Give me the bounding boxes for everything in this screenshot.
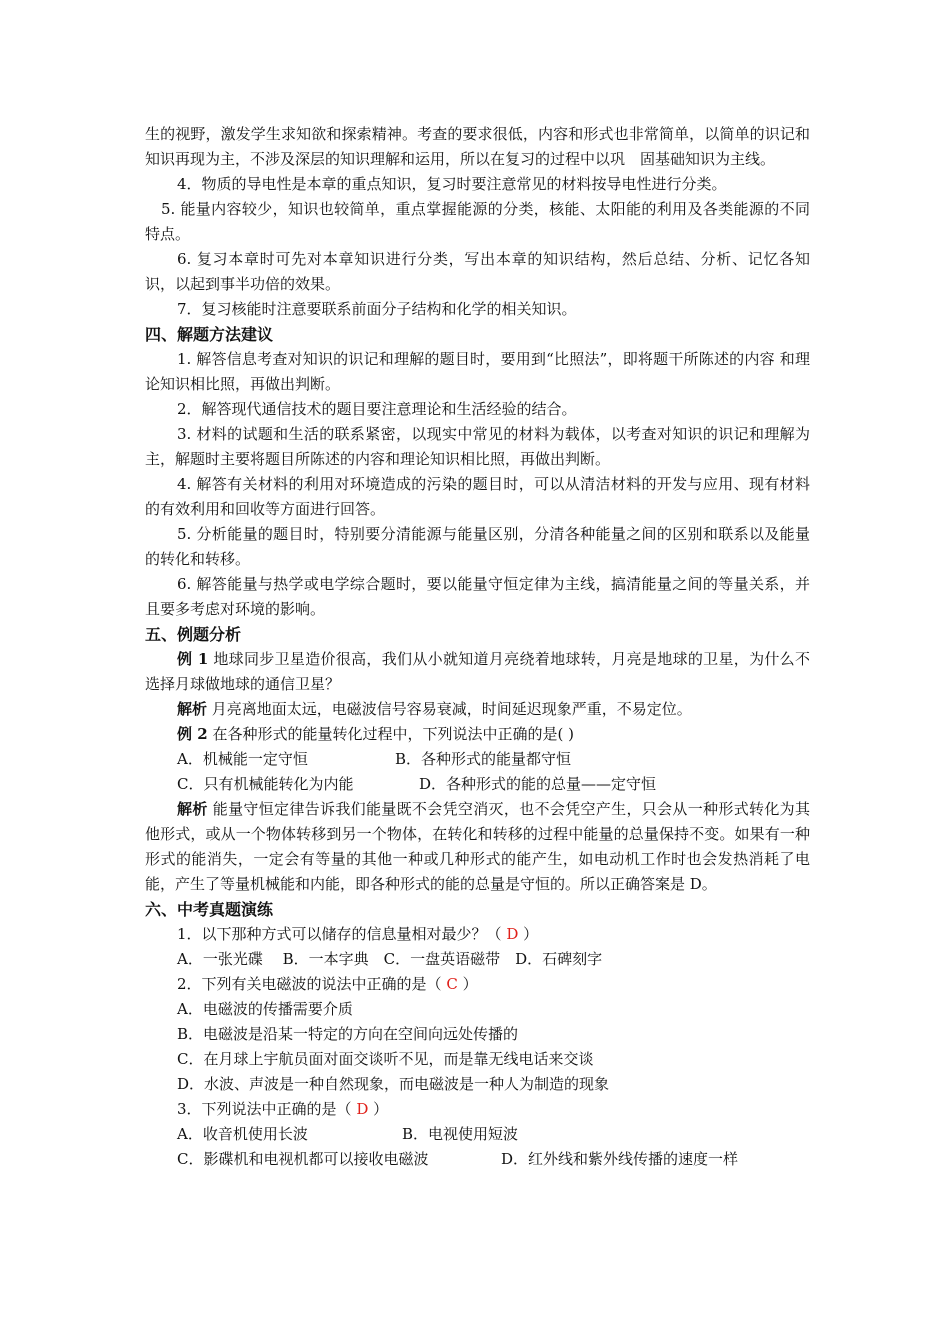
question-1-close: ） — [518, 925, 539, 943]
paragraph-item-5: 5. 能量内容较少，知识也较简单，重点掌握能源的分类，核能、太阳能的利用及各类能源的不同特点。 — [145, 200, 810, 243]
section-heading-5: 五、例题分析 — [145, 625, 242, 644]
question-1-options: A．一张光碟 B．一本字典 C．一盘英语磁带 D．石碑刻字 — [177, 950, 603, 968]
question-3-option-b: B．电视使用短波 — [402, 1125, 519, 1143]
paragraph-item-6: 6. 复习本章时可先对本章知识进行分类，写出本章的知识结构，然后总结、分析、记忆各知识，以起到事半功倍的效果。 — [145, 250, 810, 293]
example-1-text: 地球同步卫星造价很高，我们从小就知道月亮绕着地球转，月亮是地球的卫星，为什么不选择月球做地球的通信卫星？ — [145, 650, 810, 693]
method-3: 3. 材料的试题和生活的联系紧密，以现实中常见的材料为载体，以考查对知识的识记和理解为主，解题时主要将题目所陈述的内容和理论知识相比照，再做出判断。 — [145, 425, 810, 468]
method-2: 2．解答现代通信技术的题目要注意理论和生活经验的结合。 — [177, 400, 577, 418]
question-3-options-ab — [145, 1122, 810, 1147]
paragraph-item-7: 7．复习核能时注意要联系前面分子结构和化学的相关知识。 — [177, 300, 577, 318]
paragraph-intro: 生的视野，激发学生求知欲和探索精神。考查的要求很低，内容和形式也非常简单，以简单的识记和知识再现为主，不涉及深层的知识理解和运用，所以在复习的过程中以巩 固基础知识为主线。 — [145, 125, 810, 168]
paragraph-item-4: 4．物质的导电性是本章的重点知识，复习时要注意常见的材料按导电性进行分类。 — [177, 175, 727, 193]
question-2-answer: C — [446, 975, 458, 993]
analysis-2-label: 解析 — [177, 800, 208, 818]
question-2-close: ） — [457, 975, 478, 993]
option-c: C．只有机械能转化为内能 — [177, 775, 354, 793]
question-3-option-d: D．红外线和紫外线传播的速度一样 — [501, 1150, 739, 1168]
example-2-text: 在各种形式的能量转化过程中，下列说法中正确的是( ) — [207, 725, 574, 743]
question-1-text: 1．以下那种方式可以储存的信息量相对最少？（ — [177, 925, 507, 943]
question-2 — [145, 972, 810, 997]
question-3-answer: D — [356, 1100, 369, 1118]
analysis-1-text: 月亮离地面太远，电磁波信号容易衰减，时间延迟现象严重，不易定位。 — [207, 700, 692, 718]
question-1-answer: D — [506, 925, 519, 943]
method-4: 4. 解答有关材料的利用对环境造成的污染的题目时，可以从清洁材料的开发与应用、现有材料的有效利用和回收等方面进行回答。 — [145, 475, 810, 518]
method-1: 1. 解答信息考查对知识的识记和理解的题目时，要用到“比照法”，即将题干所陈述的内容 和理论知识相比照，再做出判断。 — [145, 350, 810, 393]
analysis-2 — [145, 797, 810, 897]
question-2-text: 2．下列有关电磁波的说法中正确的是（ — [177, 975, 447, 993]
example-2-label: 例 2 — [177, 725, 208, 743]
example-2 — [145, 722, 810, 747]
question-3-option-a: A．收音机使用长波 — [177, 1125, 308, 1143]
document-page — [145, 122, 810, 1172]
analysis-1-label: 解析 — [177, 700, 208, 718]
example-2-options-cd — [145, 772, 810, 797]
option-d: D．各种形式的能的总量——定守恒 — [419, 775, 657, 793]
option-b: B．各种形式的能量都守恒 — [395, 750, 572, 768]
question-1 — [145, 922, 810, 947]
analysis-1 — [145, 697, 810, 722]
question-3 — [145, 1097, 810, 1122]
question-3-options-cd — [145, 1147, 810, 1172]
question-3-close: ） — [368, 1100, 389, 1118]
question-3-text: 3．下列说法中正确的是（ — [177, 1100, 357, 1118]
question-2-option-d: D．水波、声波是一种自然现象，而电磁波是一种人为制造的现象 — [177, 1075, 610, 1093]
option-a: A．机械能一定守恒 — [177, 750, 308, 768]
analysis-2-text: 能量守恒定律告诉我们能量既不会凭空消灭，也不会凭空产生，只会从一种形式转化为其他形式，或从一个物体转移到另一个物体，在转化和转移的过程中能量的总量保持不变。如果有一种形式的能消失，一定会有等量的其他一种或几种形式的能产生，如电动机工作时也会发热消耗了电能，产生了等量机械能和内能，即各种形式的能的总量是守恒的。所以正确答案是 D。 — [145, 800, 810, 893]
example-1 — [145, 647, 810, 697]
section-heading-4: 四、解题方法建议 — [145, 325, 274, 344]
question-3-option-c: C．影碟机和电视机都可以接收电磁波 — [177, 1150, 429, 1168]
section-heading-6: 六、中考真题演练 — [145, 900, 274, 919]
question-2-option-b: B．电磁波是沿某一特定的方向在空间向远处传播的 — [177, 1025, 519, 1043]
example-2-options-ab — [145, 747, 810, 772]
question-2-option-a: A．电磁波的传播需要介质 — [177, 1000, 353, 1018]
method-5: 5. 分析能量的题目时，特别要分清能源与能量区别，分清各种能量之间的区别和联系以及能量的转化和转移。 — [145, 525, 810, 568]
method-6: 6. 解答能量与热学或电学综合题时，要以能量守恒定律为主线，搞清能量之间的等量关系，并且要多考虑对环境的影响。 — [145, 575, 810, 618]
example-1-label: 例 1 — [177, 650, 209, 668]
question-2-option-c: C．在月球上宇航员面对面交谈听不见，而是靠无线电话来交谈 — [177, 1050, 594, 1068]
